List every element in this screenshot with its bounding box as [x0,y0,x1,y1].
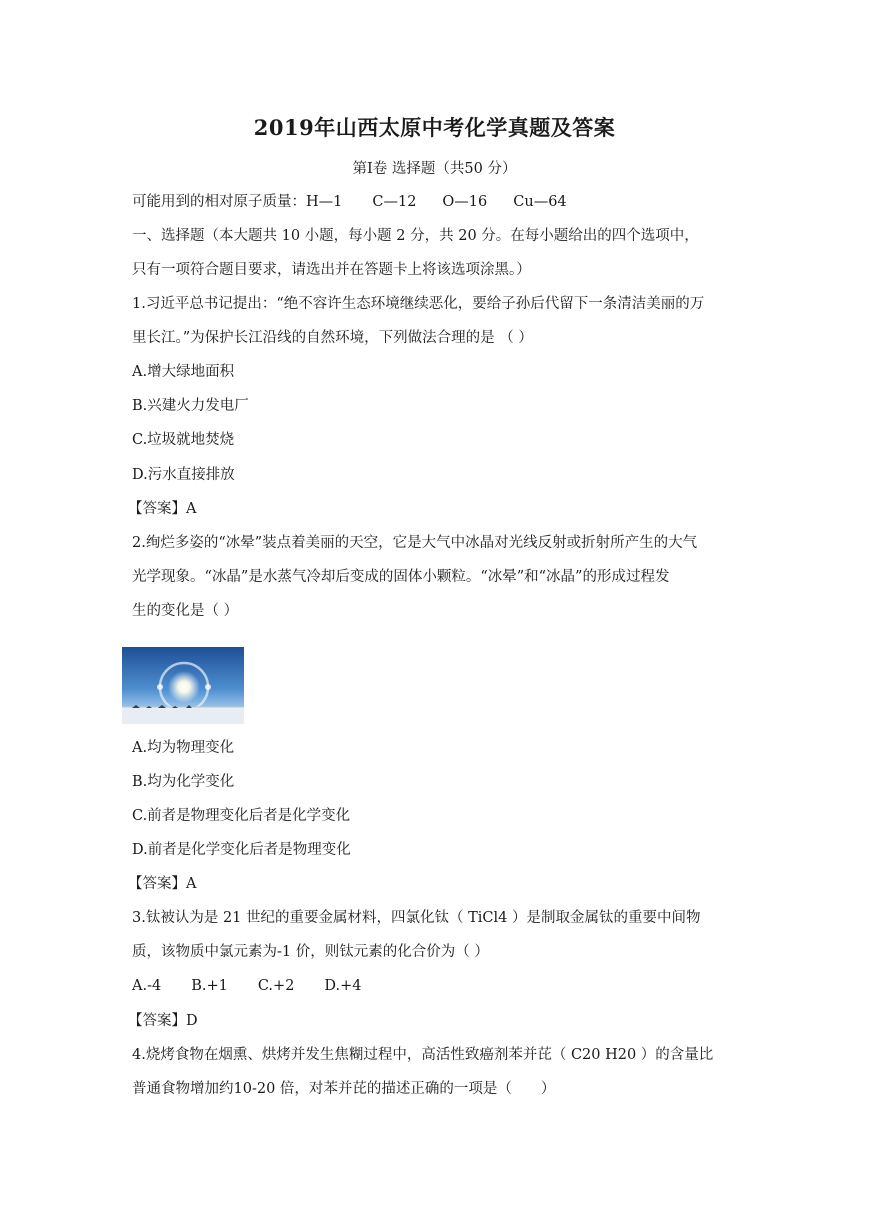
atomic-mass-cu: Cu—64 [513,194,567,210]
question-3-option-b: B.+1 [191,978,228,994]
question-3-option-a: A.-4 [132,978,162,994]
atomic-mass-o: O—16 [442,194,488,210]
question-1-line-2: 里长江。”为保护长江沿线的自然环境，下列做法合理的是 （ ） [132,330,533,346]
question-1-line-1: 1.习近平总书记提出：“绝不容许生态环境继续恶化，要给子孙后代留下一条清洁美丽的万 [132,296,705,312]
question-3-option-c: C.+2 [257,978,295,994]
atomic-mass-c: C—12 [372,194,417,210]
question-2-option-c: C.前者是物理变化后者是化学变化 [132,808,351,824]
question-2-line-3: 生的变化是（ ） [132,603,239,619]
question-2-answer: 【答案】A [128,876,197,892]
question-4-line-2: 普通食物增加约10-20 倍，对苯并芘的描述正确的一项是（ ） [132,1081,556,1097]
atomic-masses-line [132,192,742,212]
question-2-option-d: D.前者是化学变化后者是物理变化 [132,842,351,858]
question-2-option-a: A.均为物理变化 [132,740,235,756]
document-title: 2019年山西太原中考化学真题及答案 [253,115,616,140]
question-3-answer: 【答案】D [128,1013,198,1029]
ice-halo-photo [122,647,244,724]
question-1-option-d: D.污水直接排放 [132,467,235,483]
ice-halo-image [122,647,244,724]
atomic-masses-label: 可能用到的相对原子质量： [132,194,306,210]
atomic-mass-h: H—1 [306,194,343,210]
question-1-option-b: B.兴建火力发电厂 [132,398,249,414]
question-3-option-d: D.+4 [324,978,362,994]
question-2-option-b: B.均为化学变化 [132,774,235,790]
question-2-line-1: 2.绚烂多姿的“冰晕”装点着美丽的天空，它是大气中冰晶对光线反射或折射所产生的大气 [132,535,698,551]
question-1-answer: 【答案】A [128,501,197,517]
question-4-line-1: 4.烧烤食物在烟熏、烘烤并发生焦糊过程中，高活性致癌剂苯并芘（ C20 H20 ）的含量比 [132,1047,714,1063]
question-3-line-2: 质，该物质中氯元素为-1 价，则钛元素的化合价为（ ） [132,944,489,960]
question-1-option-c: C.垃圾就地焚烧 [132,432,235,448]
section-heading: 第Ⅰ卷 选择题（共50 分） [352,161,517,177]
part-instructions-line-2: 只有一项符合题目要求，请选出并在答题卡上将该选项涂黑。） [132,262,531,278]
question-3-options [132,976,742,996]
question-3-line-1: 3.钛被认为是 21 世纪的重要金属材料，四氯化钛（ TiCl4 ）是制取金属钛的重要中间物 [132,910,701,926]
question-1-option-a: A.增大绿地面积 [132,364,235,380]
part-instructions-line-1: 一、选择题（本大题共 10 小题，每小题 2 分，共 20 分。在每小题给出的四个选项中， [132,228,699,244]
question-2-line-2: 光学现象。“冰晶”是水蒸气冷却后变成的固体小颗粒。“冰晕”和“冰晶”的形成过程发 [132,569,670,585]
